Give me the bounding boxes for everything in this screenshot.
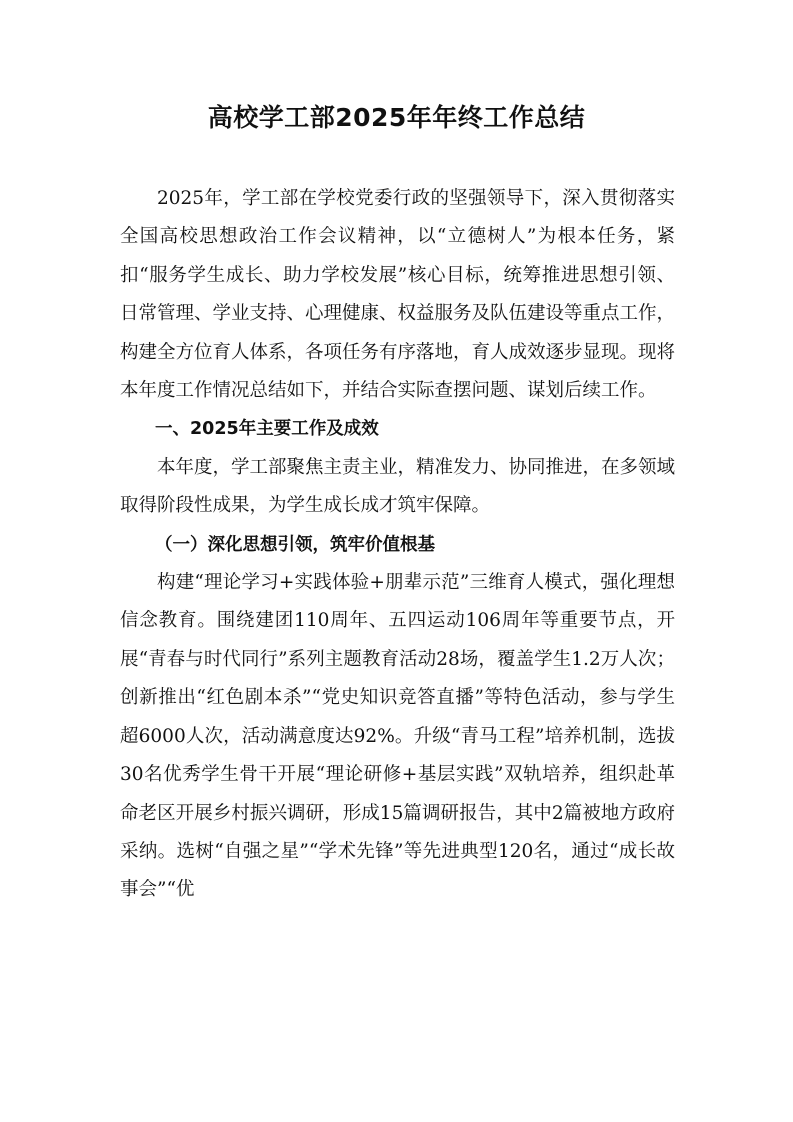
- document-title: 高校学工部2025年年终工作总结: [207, 103, 586, 132]
- section-heading-main-work: 一、2025年主要工作及成效: [155, 419, 379, 440]
- document-body: [120, 180, 675, 910]
- subsection-body-paragraph: 构建“理论学习+实践体验+朋辈示范”三维育人模式，强化理想信念教育。围绕建团110周年、五四运动106周年等重要节点，开展“青春与时代同行”系列主题教育活动28场，覆盖学生1.2万人次；创新推出“红色剧本杀”“党史知识竞答直播”等特色活动，参与学生超6000人次，活动满意度达92%。升级“青马工程”培养机制，选拔30名优秀学生骨干开展“理论研修+基层实践”双轨培养，组织赴革命老区开展乡村振兴调研，形成15篇调研报告，其中2篇被地方政府采纳。选树“自强之星”“学术先锋”等先进典型120名，通过“成长故事会”“优: [120, 572, 675, 901]
- subsection-heading-ideological-guidance: （一）深化思想引领，筑牢价值根基: [155, 534, 435, 555]
- section-intro-paragraph: 本年度，学工部聚焦主责主业，精准发力、协同推进，在多领域取得阶段性成果，为学生成长成才筑牢保障。: [120, 456, 676, 517]
- intro-paragraph: 2025年，学工部在学校党委行政的坚强领导下，深入贯彻落实全国高校思想政治工作会议精神，以“立德树人”为根本任务，紧扣“服务学生成长、助力学校发展”核心目标，统筹推进思想引领、日常管理、学业支持、心理健康、权益服务及队伍建设等重点工作，构建全方位育人体系，各项任务有序落地，育人成效逐步显现。现将本年度工作情况总结如下，并结合实际查摆问题、谋划后续工作。: [120, 188, 676, 402]
